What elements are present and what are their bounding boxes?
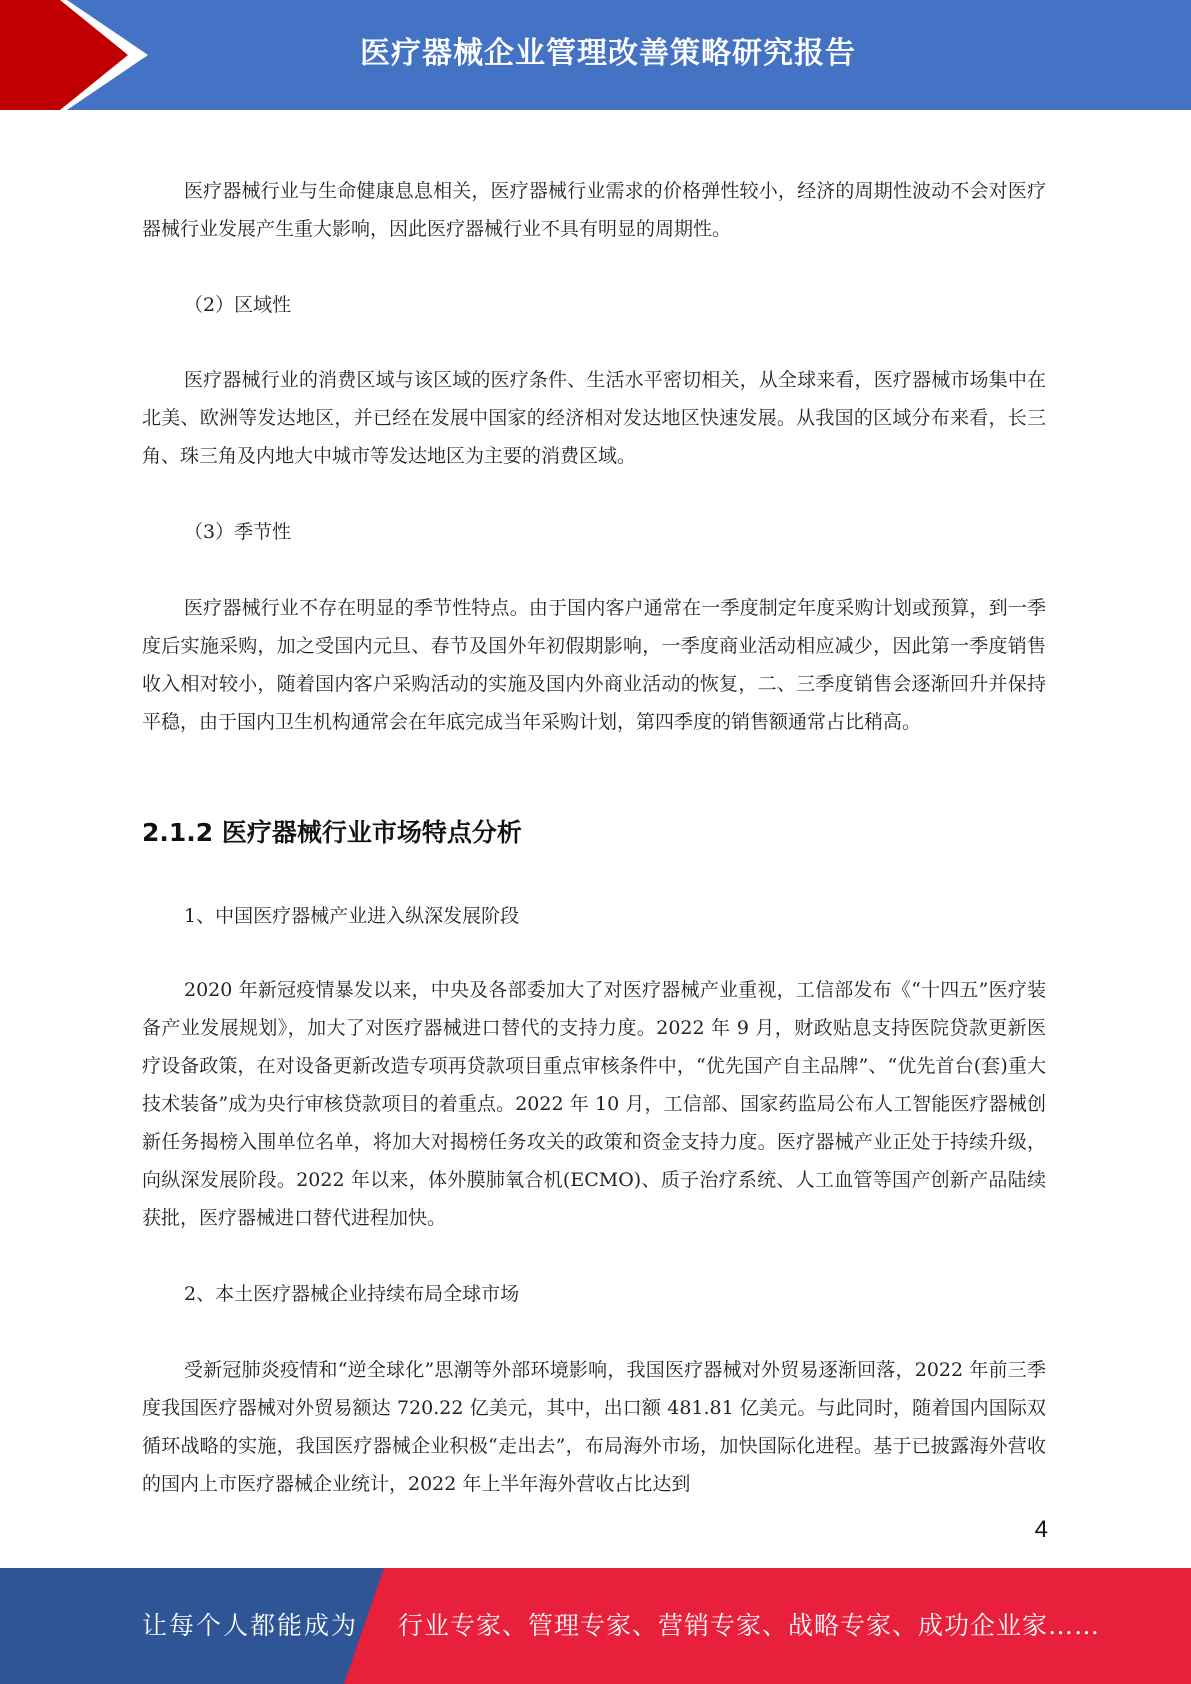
page-footer <box>0 1568 1191 1684</box>
paragraph-regional: 医疗器械行业的消费区域与该区域的医疗条件、生活水平密切相关，从全球来看，医疗器械市场集中在北美、欧洲等发达地区，并已经在发展中国家的经济相对发达地区快速发展。从我国的区域分布来看，长三角、珠三角及内地大中城市等发达地区为主要的消费区域。 <box>142 369 1046 467</box>
footer-slogan-left: 让每个人都能成为 <box>142 1611 359 1640</box>
page-number: 4 <box>1034 1516 1048 1543</box>
page-header <box>0 0 1191 110</box>
paragraph-seasonal: 医疗器械行业不存在明显的季节性特点。由于国内客户通常在一季度制定年度采购计划或预算，到一季度后实施采购，加之受国内元旦、春节及国外年初假期影响，一季度商业活动相应减少，因此第一季度销售收入相对较小，随着国内客户采购活动的实施及国内外商业活动的恢复，二、三季度销售会逐渐回升并保持平稳，由于国内卫生机构通常会在年底完成当年采购计划，第四季度的销售额通常占比稍高。 <box>142 597 1046 733</box>
item1-title: 1、中国医疗器械产业进入纵深发展阶段 <box>184 905 520 927</box>
header-arrow-icon <box>0 0 160 110</box>
subheading-seasonal: （3）季节性 <box>184 521 292 543</box>
footer-slogan-right: 行业专家、管理专家、营销专家、战略专家、成功企业家…… <box>398 1611 1101 1640</box>
item1-paragraph: 2020 年新冠疫情暴发以来，中央及各部委加大了对医疗器械产业重视，工信部发布《“十四五”医疗装备产业发展规划》，加大了对医疗器械进口替代的支持力度。2022 年 9 月，财政贴息支持医院贷款更新医疗设备政策，在对设备更新改造专项再贷款项目重点审核条件中，“优先国产自主品牌”、“优先首台(套)重大技术装备”成为央行审核贷款项目的着重点。2022 年 10 月，工信部、国家药监局公布人工智能医疗器械创新任务揭榜入围单位名单，将加大对揭榜任务攻关的政策和资金支持力度。医疗器械产业正处于持续升级，向纵深发展阶段。2022 年以来，体外膜肺氧合机(ECMO)、质子治疗系统、人工血管等国产创新产品陆续获批，医疗器械进口替代进程加快。 <box>142 979 1046 1229</box>
paragraph-cyclicality: 医疗器械行业与生命健康息息相关，医疗器械行业需求的价格弹性较小，经济的周期性波动不会对医疗器械行业发展产生重大影响，因此医疗器械行业不具有明显的周期性。 <box>142 180 1046 240</box>
subheading-regional: （2）区域性 <box>184 294 292 316</box>
section-heading: 2.1.2 医疗器械行业市场特点分析 <box>142 818 522 847</box>
item2-paragraph: 受新冠肺炎疫情和“逆全球化”思潮等外部环境影响，我国医疗器械对外贸易逐渐回落，2022 年前三季度我国医疗器械对外贸易额达 720.22 亿美元，其中，出口额 481.81 亿美元。与此同时，随着国内国际双循环战略的实施，我国医疗器械企业积极“走出去”，布局海外市场，加快国际化进程。基于已披露海外营收的国内上市医疗器械企业统计，2022 年上半年海外营收占比达到 <box>142 1359 1046 1495</box>
item2-title: 2、本土医疗器械企业持续布局全球市场 <box>184 1283 520 1305</box>
report-title: 医疗器械企业管理改善策略研究报告 <box>360 36 856 71</box>
